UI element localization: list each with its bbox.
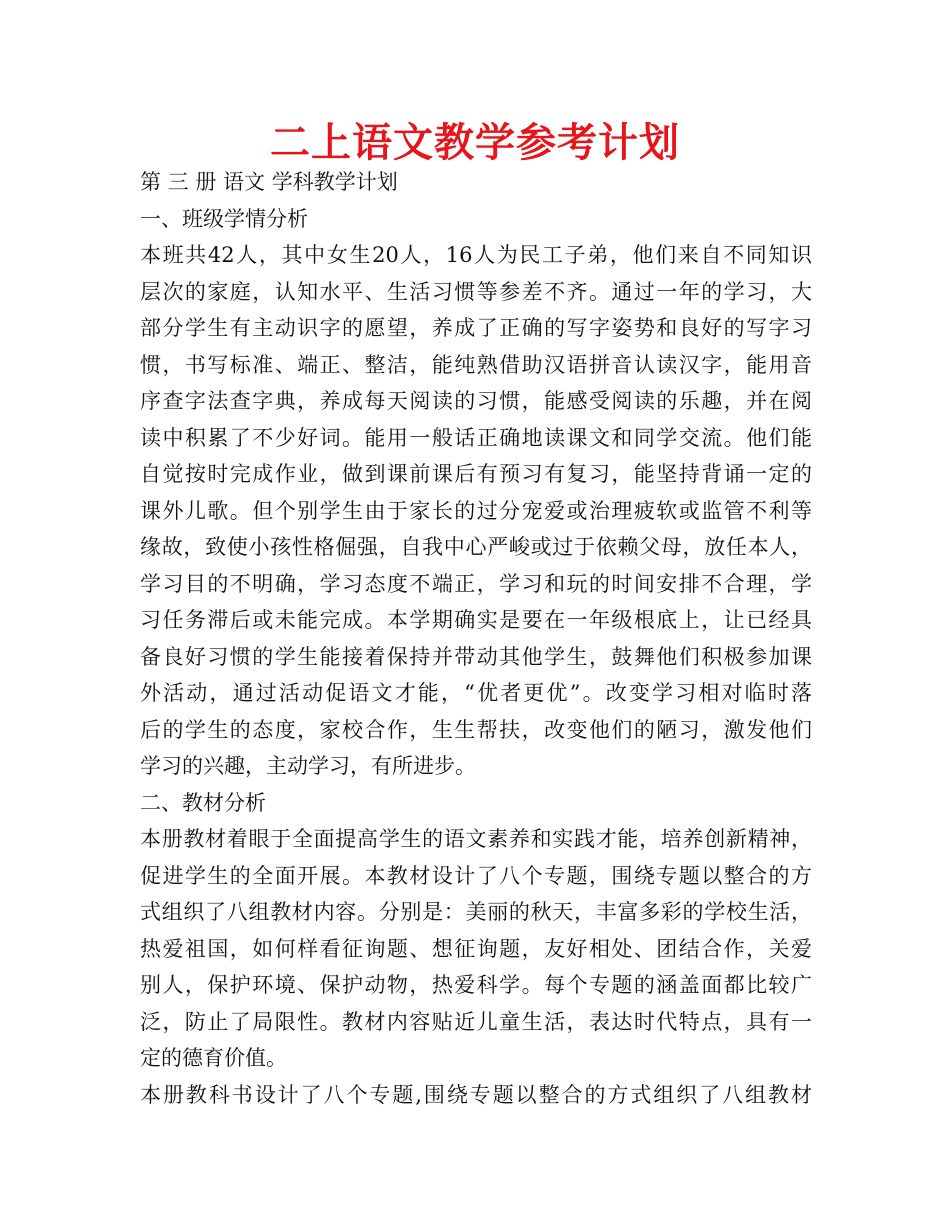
- text-line: 习任务滞后或未能完成。本学期确实是要在一年级根底上，让已经具: [140, 608, 812, 632]
- text-line: 促进学生的全面开展。本教材设计了八个专题，围绕专题以整合的方: [140, 863, 812, 888]
- text-line: 二、教材分析: [140, 790, 266, 815]
- text-line: 读中积累了不少好词。能用一般话正确地读课文和同学交流。他们能: [140, 425, 812, 450]
- text-line: 第 三 册 语文 学科教学计划: [140, 170, 398, 194]
- text-line: 本班共42人，其中女生20人，16人为民工子弟，他们来自不同知识: [140, 243, 812, 267]
- document-title: 二上语文教学参考计划: [270, 120, 680, 166]
- text-line: 一、班级学情分析: [140, 206, 308, 231]
- text-line: 部分学生有主动识字的愿望，养成了正确的写字姿势和良好的写字习: [140, 316, 812, 340]
- text-line: 式组织了八组教材内容。分别是：美丽的秋天，丰富多彩的学校生活，: [140, 900, 812, 924]
- text-line: 自觉按时完成作业，做到课前课后有预习有复习，能坚持背诵一定的: [140, 462, 812, 486]
- document-body: [140, 164, 812, 1113]
- text-line: 热爱祖国，如何样看征询题、想征询题，友好相处、团结合作，关爱: [140, 936, 812, 961]
- text-line: 本册教科书设计了八个专题,围绕专题以整合的方式组织了八组教材: [140, 1082, 812, 1107]
- text-line: 后的学生的态度，家校合作，生生帮扶，改变他们的陋习，激发他们: [140, 717, 812, 742]
- text-line: 本册教材着眼于全面提高学生的语文素养和实践才能，培养创新精神，: [140, 827, 812, 851]
- text-line: 惯，书写标准、端正、整洁，能纯熟借助汉语拼音认读汉字，能用音: [140, 352, 812, 377]
- text-line: 层次的家庭，认知水平、生活习惯等参差不齐。通过一年的学习，大: [140, 279, 812, 304]
- text-line: 备良好习惯的学生能接着保持并带动其他学生，鼓舞他们积极参加课: [140, 644, 812, 669]
- text-line: 缘故，致使小孩性格倔强，自我中心严峻或过于依赖父母，放任本人，: [140, 535, 812, 559]
- text-line: 定的德育价值。: [140, 1046, 287, 1070]
- text-line: 学习目的不明确，学习态度不端正，学习和玩的时间安排不合理，学: [140, 571, 812, 596]
- text-line: 泛，防止了局限性。教材内容贴近儿童生活，表达时代特点，具有一: [140, 1009, 812, 1034]
- text-line: 课外儿歌。但个别学生由于家长的过分宠爱或治理疲软或监管不利等: [140, 498, 812, 523]
- text-line: 外活动，通过活动促语文才能，“优者更优”。改变学习相对临时落: [140, 681, 812, 705]
- text-line: 序查字法查字典，养成每天阅读的习惯，能感受阅读的乐趣，并在阅: [140, 389, 812, 413]
- text-line: 别人，保护环境、保护动物，热爱科学。每个专题的涵盖面都比较广: [140, 973, 812, 997]
- text-line: 学习的兴趣，主动学习，有所进步。: [140, 754, 476, 778]
